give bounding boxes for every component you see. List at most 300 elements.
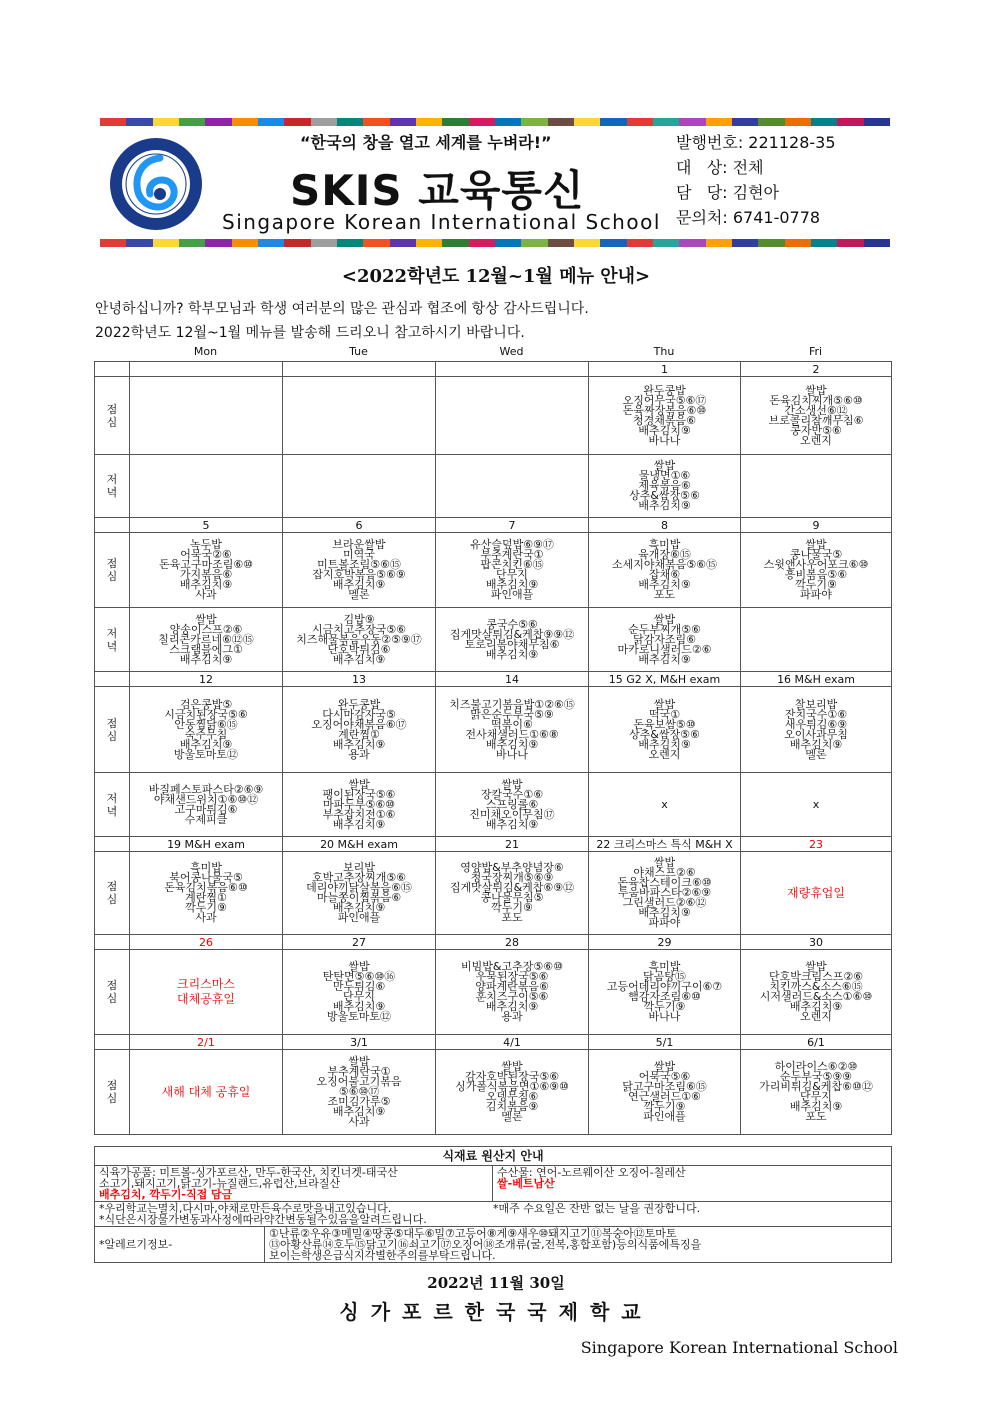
publication-info	[676, 130, 836, 230]
menu-item: 양파계란볶음⑥	[475, 980, 549, 993]
menu-item: 시금치된장국⑤⑥	[164, 707, 248, 721]
stripe-segment	[758, 239, 784, 247]
menu-item: 단무지	[496, 568, 528, 581]
menu-item: 미역국	[343, 548, 375, 561]
day-tue: Tue	[349, 345, 368, 358]
menu-item: 조미김가루⑤	[327, 1095, 391, 1108]
menu-item: 배추김치⑨	[332, 652, 386, 666]
stripe-segment	[837, 118, 863, 126]
menu-item: 돈육김치볶음⑥⑩	[164, 881, 248, 894]
label-char: 녁	[106, 804, 118, 818]
menu-item: 오징어불고기볶음	[316, 1075, 402, 1088]
menu-item: 단무지	[800, 1090, 832, 1103]
menu-item: 포도	[653, 588, 676, 601]
menu-item: 찰보리밥	[794, 697, 838, 711]
stripe-segment	[600, 118, 626, 126]
lunch-label	[95, 852, 130, 935]
menu-cell	[589, 950, 741, 1035]
menu-item: x	[661, 797, 668, 811]
menu-item: 방울토마토⑫	[326, 1010, 392, 1023]
menu-item: 집게맛살튀김&케찹⑨⑨⑫	[449, 627, 575, 641]
note-line: *식단은시장물가변동과사정에따라약간변동될수있음을알려드립니다.	[99, 1213, 427, 1226]
menu-item: 배추김치⑨	[332, 817, 386, 831]
newsletter-header	[100, 128, 890, 238]
menu-item: 깍두기⑨	[643, 1100, 686, 1113]
date-label-cell	[95, 837, 130, 852]
menu-cell	[283, 687, 436, 773]
menu-item: 스크램블에그①	[169, 642, 243, 656]
label-char: 녁	[106, 639, 118, 653]
stripe-segment	[390, 118, 416, 126]
stripe-segment	[258, 118, 284, 126]
menu-item: 가리비튀김&케찹⑥⑩⑫	[759, 1080, 873, 1093]
stripe-segment	[337, 118, 363, 126]
menu-item: 연근샐러드①⑥	[628, 1090, 701, 1103]
date-cell: 13	[283, 672, 436, 687]
menu-item: 쌀밥	[348, 960, 370, 973]
date-cell: 12	[130, 672, 283, 687]
menu-item: 단무지	[343, 990, 375, 1003]
menu-item: 용과	[501, 1010, 523, 1023]
stripe-segment	[785, 118, 811, 126]
stripe-segment	[548, 239, 574, 247]
menu-cell	[130, 773, 283, 837]
weekday-header	[94, 345, 891, 361]
stripe-segment	[706, 239, 732, 247]
menu-item: 포도	[501, 911, 523, 924]
date-cell: 2/1	[130, 1035, 283, 1050]
menu-item: 수제피클	[184, 812, 228, 826]
date-label-cell	[95, 1035, 130, 1050]
note-line: *우리학교는멸치,다시마,야채로만든육수로맛을내고있습니다.	[99, 1202, 392, 1215]
menu-item: 깍두기⑨	[795, 578, 837, 591]
lunch-row	[95, 950, 892, 1035]
menu-item: 멜론	[501, 1110, 523, 1123]
ingredient-origin-table	[94, 1146, 892, 1263]
menu-item: 치즈해물볶음우동②⑤⑨⑰	[296, 632, 422, 646]
menu-cell	[741, 950, 892, 1035]
stripe-segment	[495, 118, 521, 126]
menu-cell	[130, 1050, 283, 1135]
menu-item: 북어콩나물국⑤	[169, 871, 243, 884]
school-name-english: Singapore Korean International School	[222, 210, 661, 234]
menu-item: 제육볶음⑥	[638, 479, 691, 492]
menu-cell	[741, 773, 892, 837]
menu-item: 돈육보쌈⑤⑩	[633, 717, 696, 731]
menu-item: 브로콜리참깨무침⑥	[768, 413, 864, 427]
date-cell: 23	[741, 837, 892, 852]
menu-item: 파인애플	[643, 1110, 686, 1123]
stripe-segment	[363, 118, 389, 126]
menu-item: 콩나물국⑤	[789, 548, 843, 561]
menu-item: 오뎅무침⑥	[485, 1090, 539, 1103]
menu-item: 육개장⑥⑮	[638, 548, 691, 561]
menu-item: 돈육찹스테이크⑥⑩	[617, 876, 712, 889]
allergy-line: 보이는학생은급식지각별한주의를부탁드립니다.	[269, 1249, 496, 1262]
menu-item: 배추김치⑨	[485, 817, 539, 831]
date-cell: 22 크리스마스 특식 M&H X	[589, 837, 741, 852]
menu-item: 콩나물무침⑤	[480, 891, 544, 904]
menu-item: 단호박튀김⑥	[327, 642, 391, 656]
menu-item: 쌀밥	[348, 777, 370, 791]
allergy-label: *알레르기정보-	[95, 1227, 265, 1263]
day-thu: Thu	[653, 345, 675, 358]
stripe-segment	[100, 239, 126, 247]
menu-item: 멜론	[348, 588, 370, 601]
label-char: 저	[106, 791, 118, 805]
menu-item: 배추김치⑨	[179, 652, 233, 666]
date-cell	[130, 362, 283, 377]
holiday-text: 크리스마스	[177, 977, 235, 991]
menu-cell	[283, 377, 436, 455]
lunch-row	[95, 377, 892, 455]
dinner-row	[95, 773, 892, 837]
menu-cell	[130, 455, 283, 518]
menu-cell	[283, 455, 436, 518]
menu-cell	[283, 608, 436, 672]
menu-item: 바질페스토파스타②⑥⑨	[148, 782, 264, 796]
menu-item: 돈육김치찌개⑤⑥⑩	[769, 393, 863, 407]
stripe-segment	[627, 118, 653, 126]
origin-right-cell	[493, 1166, 892, 1202]
stripe-segment	[495, 239, 521, 247]
lunch-label	[95, 533, 130, 608]
school-name-korean: 싱가포르한국국제학교	[339, 1300, 653, 1324]
date-cell: 2	[741, 362, 892, 377]
menu-item: 마카로니샐러드②⑥	[617, 642, 712, 656]
menu-cell	[741, 533, 892, 608]
menu-item: 야채샌드위치①⑥⑩⑫	[153, 792, 259, 806]
menu-item: 간소생선⑥⑫	[784, 403, 848, 417]
menu-item: 배추김치⑨	[638, 906, 691, 919]
date-row	[95, 518, 892, 533]
menu-item: 데리야끼닭살볶음⑥⑮	[306, 881, 412, 894]
stripe-segment	[337, 239, 363, 247]
menu-cell	[436, 377, 589, 455]
lunch-label	[95, 950, 130, 1035]
stripe-segment	[284, 118, 310, 126]
menu-item: 브라운쌀밥	[332, 538, 386, 551]
date-row	[95, 837, 892, 852]
menu-item: 감자호박된장국⑤⑥	[464, 1070, 560, 1083]
date-cell	[283, 362, 436, 377]
stripe-segment	[811, 118, 837, 126]
allergy-info	[265, 1227, 892, 1263]
lunch-label	[95, 377, 130, 455]
publication-number: 발행번호: 221128-35	[676, 133, 836, 152]
menu-item: 비빔밥&고추장⑤⑥⑩	[461, 960, 563, 973]
menu-item: 사과	[195, 911, 217, 924]
date-row	[95, 935, 892, 950]
menu-cell	[436, 533, 589, 608]
date-cell: 16 M&H exam	[741, 672, 892, 687]
menu-item: 새우튀김⑥⑨	[784, 717, 848, 731]
contact-number: 문의처: 6741-0778	[676, 208, 821, 227]
dinner-label	[95, 455, 130, 518]
date-cell: 6	[283, 518, 436, 533]
menu-item: 시저샐러드&소스①⑥⑩	[759, 990, 873, 1003]
menu-cell	[741, 852, 892, 935]
date-cell: 20 M&H exam	[283, 837, 436, 852]
date-cell: 15 G2 X, M&H exam	[589, 672, 741, 687]
dinner-row	[95, 608, 892, 672]
menu-item: 쌀밥	[501, 777, 523, 791]
holiday-text: 새해 대체 공휴일	[161, 1084, 251, 1099]
menu-item: 검은콩밥⑤	[179, 697, 233, 711]
menu-item: 야채스프②⑥	[633, 866, 696, 879]
date-cell: 1	[589, 362, 741, 377]
lunch-label	[95, 687, 130, 773]
menu-cell	[283, 1050, 436, 1135]
date-row	[95, 672, 892, 687]
stripe-segment	[416, 118, 442, 126]
label-char: 점	[106, 557, 118, 570]
rice-origin: 쌀-베트남산	[497, 1177, 555, 1190]
menu-cell	[589, 1050, 741, 1135]
stripe-segment	[732, 239, 758, 247]
menu-item: 고구마튀김⑥	[174, 802, 238, 816]
holiday-text: 재량휴업일	[787, 885, 845, 900]
kimchi-origin: 배추김치, 깍두기-직접 담금	[99, 1188, 233, 1201]
stripe-segment	[653, 239, 679, 247]
stripe-segment	[311, 239, 337, 247]
label-char: 점	[106, 402, 118, 416]
menu-cell	[436, 687, 589, 773]
menu-item: 상추&쌈장⑤⑥	[629, 727, 700, 741]
menu-item: 멜론	[805, 747, 827, 761]
label-char: 심	[106, 992, 118, 1005]
stripe-segment	[521, 239, 547, 247]
lunch-label	[95, 1050, 130, 1135]
menu-item: 배추김치⑨	[332, 737, 386, 751]
dinner-label	[95, 773, 130, 837]
menu-item: 전사채샐러드①⑥⑧	[465, 727, 559, 741]
menu-item: 칠리콘카르네⑥⑫⑮	[158, 632, 254, 646]
stripe-segment	[258, 239, 284, 247]
menu-item: 바나나	[648, 1010, 681, 1023]
menu-item: 바나나	[648, 433, 681, 447]
intro-text	[95, 297, 589, 345]
top-color-stripe	[100, 118, 890, 126]
stripe-segment	[864, 118, 890, 126]
lunch-row	[95, 533, 892, 608]
date-cell	[436, 362, 589, 377]
menu-cell	[436, 852, 589, 935]
menu-item: 만두튀김⑥	[332, 980, 386, 993]
day-fri: Fri	[808, 345, 823, 358]
stripe-segment	[574, 239, 600, 247]
date-cell: 30	[741, 935, 892, 950]
menu-item: 오렌지	[648, 747, 681, 761]
date-label-cell	[95, 518, 130, 533]
menu-table	[94, 361, 892, 1135]
date-cell: 26	[130, 935, 283, 950]
label-char: 점	[106, 1079, 118, 1092]
date-cell: 7	[436, 518, 589, 533]
origin-section-title: 식재료 원산지 안내	[95, 1147, 892, 1166]
menu-cell	[130, 852, 283, 935]
menu-item: 훈치즈구이⑤⑥	[475, 990, 549, 1003]
menu-item: 부추계란국①	[327, 1065, 391, 1078]
menu-item: 쌀밥	[805, 383, 827, 397]
origin-line: 소고기,돼지고기,닭고기-뉴질랜드,유럽산,브라질산	[99, 1177, 341, 1190]
menu-cell	[130, 608, 283, 672]
menu-item: 용과	[348, 747, 370, 761]
lunch-row	[95, 852, 892, 935]
issue-date: 2022년 11월 30일	[427, 1274, 565, 1292]
stripe-segment	[153, 118, 179, 126]
date-row	[95, 1035, 892, 1050]
date-cell: 27	[283, 935, 436, 950]
menu-item: 다시마감자국⑤	[322, 707, 396, 721]
stripe-segment	[653, 118, 679, 126]
date-row	[95, 362, 892, 377]
menu-item: 흑미밥	[648, 538, 681, 551]
menu-cell	[130, 377, 283, 455]
stripe-segment	[469, 118, 495, 126]
menu-item: 파파야	[648, 916, 681, 929]
label-char: 녁	[106, 486, 118, 499]
menu-item: 사과	[348, 1115, 370, 1128]
menu-item: 포도	[805, 1110, 827, 1123]
stripe-segment	[363, 239, 389, 247]
menu-item: 떡볶이⑥	[491, 717, 533, 731]
dinner-label	[95, 608, 130, 672]
stripe-segment	[600, 239, 626, 247]
menu-item: 쌀밥	[653, 856, 676, 869]
date-cell: 9	[741, 518, 892, 533]
stripe-segment	[179, 118, 205, 126]
menu-item: 호박고추장찌개⑤⑥	[311, 871, 407, 884]
menu-item: 배추김치⑨	[485, 737, 539, 751]
menu-cell	[283, 533, 436, 608]
menu-item: 토로리볶야채무침⑥	[464, 637, 560, 651]
menu-item: 배추김치⑨	[485, 647, 539, 661]
menu-cell	[589, 455, 741, 518]
menu-item: 미트볼조림⑤⑥⑮	[317, 558, 401, 571]
menu-item: x	[812, 797, 820, 811]
menu-item: 배추김치⑨	[332, 1105, 386, 1118]
lunch-row	[95, 1050, 892, 1135]
date-cell: 14	[436, 672, 589, 687]
allergy-line: ①난류②우유③메밀④땅콩⑤대두⑥밀⑦고등어⑧게⑨새우⑩돼지고기⑪복숭아⑫토마토	[269, 1227, 677, 1240]
menu-item: 배추김치⑨	[638, 499, 691, 512]
menu-item: 깍두기⑨	[491, 901, 533, 914]
menu-item: 오징어무국⑤⑥⑰	[622, 393, 707, 407]
menu-item: 안동찜닭⑥⑮	[174, 717, 238, 731]
stripe-segment	[574, 118, 600, 126]
menu-cell	[741, 377, 892, 455]
menu-item: 배추김치⑨	[332, 901, 386, 914]
menu-item: 맑은순두부국⑤⑨	[470, 707, 554, 721]
menu-item: 오렌지	[800, 1010, 832, 1023]
menu-item: 떡국①	[648, 707, 681, 721]
menu-item: 양송이스프②⑥	[169, 622, 243, 636]
menu-item: 하이라이스⑥②⑩	[774, 1060, 858, 1073]
menu-cell	[436, 455, 589, 518]
menu-item: 배추김치⑨	[789, 1000, 843, 1013]
menu-item: 닭곰탕⑮	[643, 970, 686, 983]
intro-line: 2022학년도 12월~1월 메뉴를 발송해 드리오니 참고하시기 바랍니다.	[95, 325, 525, 341]
menu-item: 방울토마토⑫	[173, 747, 239, 761]
menu-item: ⑤⑥⑩⑰	[338, 1085, 380, 1098]
stripe-segment	[442, 239, 468, 247]
menu-item: 상추&쌈장⑤⑥	[629, 489, 700, 502]
label-char: 점	[106, 716, 118, 730]
menu-item: 고등어데리야끼구이⑥⑦	[606, 980, 723, 993]
menu-cell	[130, 687, 283, 773]
menu-item: 닭감자조림⑥	[633, 632, 696, 646]
stripe-segment	[126, 239, 152, 247]
person-in-charge: 담 당: 김현아	[676, 183, 780, 202]
menu-item: 배추김치⑨	[789, 737, 843, 751]
date-cell: 4/1	[436, 1035, 589, 1050]
menu-item: 쌀밥	[653, 697, 676, 711]
stripe-segment	[284, 239, 310, 247]
menu-item: 탄탄면⑤⑥⑩⑯	[322, 970, 396, 983]
stripe-segment	[706, 118, 732, 126]
menu-cell	[589, 773, 741, 837]
date-cell: 28	[436, 935, 589, 950]
lunch-row	[95, 687, 892, 773]
date-label-cell	[95, 362, 130, 377]
date-label-cell	[95, 672, 130, 687]
menu-cell	[283, 773, 436, 837]
stripe-segment	[232, 118, 258, 126]
origin-left-cell	[95, 1166, 493, 1202]
label-char: 심	[106, 1092, 118, 1105]
menu-item: 쌀밥	[805, 960, 827, 973]
menu-item: 배추김치⑨	[485, 578, 539, 591]
menu-item: 쌀밥	[195, 612, 217, 626]
menu-cell	[130, 533, 283, 608]
dinner-row	[95, 455, 892, 518]
menu-item: 흑미밥	[190, 861, 222, 874]
stripe-segment	[179, 239, 205, 247]
stripe-segment	[416, 239, 442, 247]
date-cell: 6/1	[741, 1035, 892, 1050]
label-char: 저	[106, 473, 118, 486]
stripe-segment	[469, 239, 495, 247]
label-char: 심	[106, 729, 118, 743]
stripe-segment	[205, 118, 231, 126]
menu-item: 스윗앤사우어포크⑥⑩	[763, 558, 869, 571]
menu-cell	[436, 1050, 589, 1135]
menu-item: 파파야	[800, 588, 832, 601]
seafood-origin: 수산물: 연어-노르웨이산 오징어-칠레산	[497, 1166, 686, 1179]
stripe-segment	[153, 239, 179, 247]
stripe-segment	[758, 118, 784, 126]
menu-item: 마늘쫑이찜볶음⑥	[316, 891, 402, 904]
menu-cell	[741, 608, 892, 672]
menu-item: 김치볶음⑨	[485, 1100, 539, 1113]
stripe-segment	[205, 239, 231, 247]
date-cell: 8	[589, 518, 741, 533]
menu-item: 마파두부⑤⑥⑩	[322, 797, 396, 811]
menu-item: 배추김치⑨	[179, 737, 233, 751]
intro-line: 안녕하십니까? 학부모님과 학생 여러분의 많은 관심과 협조에 항상 감사드립니다.	[95, 301, 589, 317]
menu-item: 깍두기⑨	[185, 901, 227, 914]
menu-item: 잡채⑥	[648, 568, 681, 581]
menu-item: 배추김치⑨	[179, 578, 233, 591]
menu-cell	[436, 608, 589, 672]
menu-cell	[741, 455, 892, 518]
menu-item: 부추잡치전①⑥	[322, 807, 396, 821]
stripe-segment	[627, 239, 653, 247]
menu-item: 김밥⑨	[343, 612, 375, 626]
day-mon: Mon	[193, 345, 218, 358]
menu-item: 깍두기⑨	[643, 1000, 686, 1013]
